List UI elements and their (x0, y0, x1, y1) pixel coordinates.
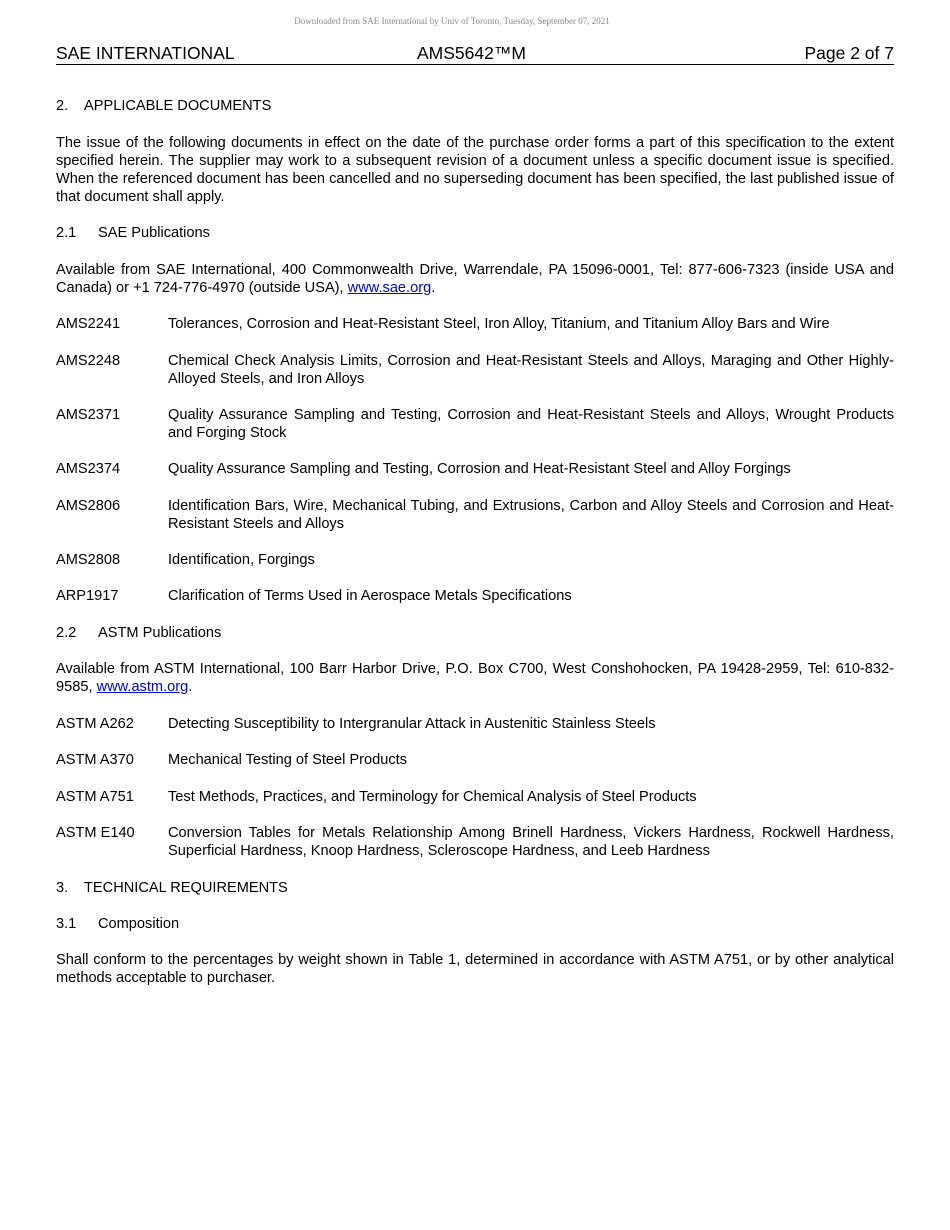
reference-item (56, 460, 894, 478)
section-3-heading (56, 879, 894, 897)
section-2-2-heading (56, 624, 894, 642)
reference-code: ASTM E140 (56, 825, 135, 841)
download-watermark: Downloaded from SAE International by Univ of Toronto, Tuesday, September 07, 2021 (294, 16, 610, 26)
reference-title: Conversion Tables for Metals Relationship Among Brinell Hardness, Vickers Hardness, Rockwell Hardness, Superficial Hardness, Knoop Hardness, Scleroscope Hardness, and Leeb Hardness (168, 825, 894, 859)
section-number: 2.2 (56, 625, 77, 641)
sae-availability-end: . (431, 280, 436, 296)
reference-code: ARP1917 (56, 588, 119, 604)
header-org: SAE INTERNATIONAL (56, 43, 235, 63)
reference-title: Chemical Check Analysis Limits, Corrosion and Heat-Resistant Steels and Alloys, Maraging and Other Highly-Alloyed Steels, and Iron Alloys (168, 353, 894, 387)
reference-code: ASTM A262 (56, 716, 134, 732)
reference-item (56, 352, 894, 388)
section-title: Composition (98, 916, 180, 932)
reference-title: Tolerances, Corrosion and Heat-Resistant Steel, Iron Alloy, Titanium, and Titanium Alloy Bars and Wire (168, 316, 830, 332)
astm-availability-end: . (188, 679, 193, 695)
reference-code: AMS2806 (56, 498, 121, 514)
reference-code: AMS2241 (56, 316, 121, 332)
section-title: TECHNICAL REQUIREMENTS (84, 880, 288, 896)
section-2-intro: The issue of the following documents in effect on the date of the purchase order forms a part of this specification to the extent specified herein. The supplier may work to a subsequent revision of a document unless a specific document issue is specified. When the referenced document has been cancelled and no superseding document has been specified, the last published issue of that document shall apply. (56, 135, 894, 205)
reference-item (56, 751, 894, 769)
section-2-heading (56, 97, 894, 115)
reference-item (56, 551, 894, 569)
sae-availability-text: Available from SAE International, 400 Commonwealth Drive, Warrendale, PA 15096-0001, Tel: 877-606-7323 (inside USA and Canada) or +1 724-776-4970 (outside USA), (56, 262, 894, 296)
reference-item (56, 406, 894, 442)
reference-item (56, 497, 894, 533)
reference-item (56, 587, 894, 605)
sae-availability (56, 261, 894, 297)
sae-website-link[interactable]: www.sae.org (347, 280, 432, 296)
page-header (56, 43, 894, 65)
section-number: 3.1 (56, 916, 77, 932)
reference-title: Mechanical Testing of Steel Products (168, 752, 408, 768)
section-number: 2. (56, 98, 69, 114)
section-3-1-heading (56, 915, 894, 933)
reference-item (56, 788, 894, 806)
reference-title: Quality Assurance Sampling and Testing, Corrosion and Heat-Resistant Steels and Alloys, Wrought Products and Forging Stock (168, 407, 894, 441)
reference-item (56, 715, 894, 733)
astm-website-link[interactable]: www.astm.org (96, 679, 189, 695)
section-3-1-text: Shall conform to the percentages by weight shown in Table 1, determined in accordance with ASTM A751, or by other analytical methods acceptable to purchaser. (56, 952, 894, 986)
reference-item (56, 315, 894, 333)
reference-title: Clarification of Terms Used in Aerospace Metals Specifications (168, 588, 572, 604)
reference-title: Quality Assurance Sampling and Testing, Corrosion and Heat-Resistant Steel and Alloy Forgings (168, 461, 791, 477)
reference-code: AMS2808 (56, 552, 121, 568)
section-2-1-heading (56, 224, 894, 242)
header-doc-id: AMS5642™M (417, 43, 526, 63)
reference-title: Test Methods, Practices, and Terminology for Chemical Analysis of Steel Products (168, 789, 697, 805)
section-number: 3. (56, 880, 69, 896)
reference-title: Identification, Forgings (168, 552, 315, 568)
section-number: 2.1 (56, 225, 77, 241)
reference-item (56, 824, 894, 860)
reference-title: Identification Bars, Wire, Mechanical Tubing, and Extrusions, Carbon and Alloy Steels and Corrosion and Heat-Resistant Steels and Alloys (168, 498, 894, 532)
reference-code: AMS2371 (56, 407, 121, 423)
reference-code: ASTM A751 (56, 789, 134, 805)
astm-availability (56, 660, 894, 696)
reference-title: Detecting Susceptibility to Intergranular Attack in Austenitic Stainless Steels (168, 716, 656, 732)
section-title: APPLICABLE DOCUMENTS (84, 98, 272, 114)
reference-code: AMS2248 (56, 353, 121, 369)
header-page-number: Page 2 of 7 (804, 43, 894, 63)
section-title: SAE Publications (98, 225, 210, 241)
section-title: ASTM Publications (98, 625, 222, 641)
astm-availability-text: Available from ASTM International, 100 Barr Harbor Drive, P.O. Box C700, West Conshohocken, PA 19428-2959, Tel: 610-832-9585, (56, 661, 894, 695)
reference-code: ASTM A370 (56, 752, 134, 768)
reference-code: AMS2374 (56, 461, 121, 477)
